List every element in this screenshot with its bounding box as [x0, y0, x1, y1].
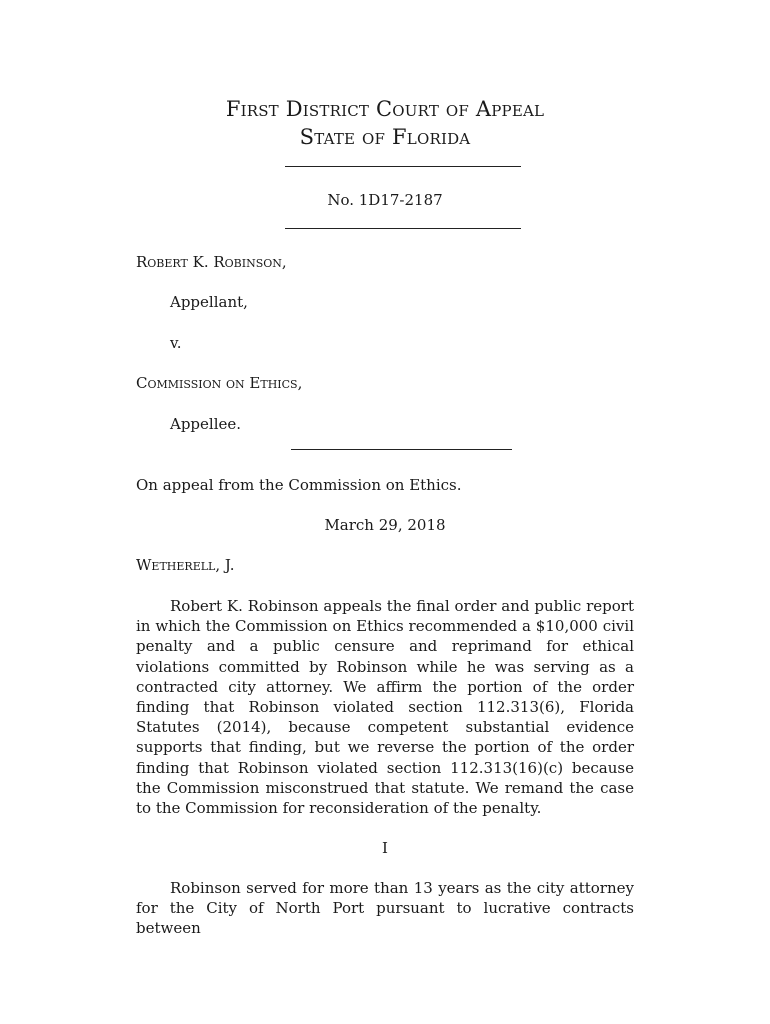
versus-label: v. — [170, 334, 182, 352]
header-divider-top — [285, 166, 521, 167]
court-state — [0, 124, 770, 150]
court-name-text: First District Court of Appeal — [225, 97, 545, 121]
appellant-role: Appellant, — [170, 293, 248, 311]
opinion-paragraph-1: Robert K. Robinson appeals the final order and public report in which the Commission on Ethics recommended a $10,000 civil penalty and a public censure and reprimand for ethical violations committed by Robinson while he was serving as a contracted city attorney. We affirm the portion of the order finding that Robinson violated section 112.313(6), Florida Statutes (2014), because competent substantial evidence supports that finding, but we reverse the portion of the order finding that Robinson violated section 112.313(16)(c) because the Commission misconstrued that statute. We remand the case to the Commission for reconsideration of the penalty. — [136, 597, 634, 818]
section-heading: I — [382, 839, 388, 857]
court-name — [0, 96, 770, 122]
appeal-source: On appeal from the Commission on Ethics. — [136, 476, 462, 494]
case-number: No. 1D17-2187 — [327, 191, 443, 209]
decision-date: March 29, 2018 — [324, 516, 446, 534]
court-state-text: State of Florida — [299, 125, 471, 149]
opinion-paragraph-2: Robinson served for more than 13 years as the city attorney for the City of North Port pursuant to lucrative contracts between — [136, 879, 634, 938]
appellant-name: Robert K. Robinson, — [136, 253, 287, 271]
header-divider-bottom — [285, 228, 521, 229]
appellee-role: Appellee. — [170, 415, 242, 433]
opinion-author: Wetherell, J. — [136, 556, 235, 574]
appellee-name: Commission on Ethics, — [136, 374, 303, 392]
caption-divider — [291, 449, 512, 450]
